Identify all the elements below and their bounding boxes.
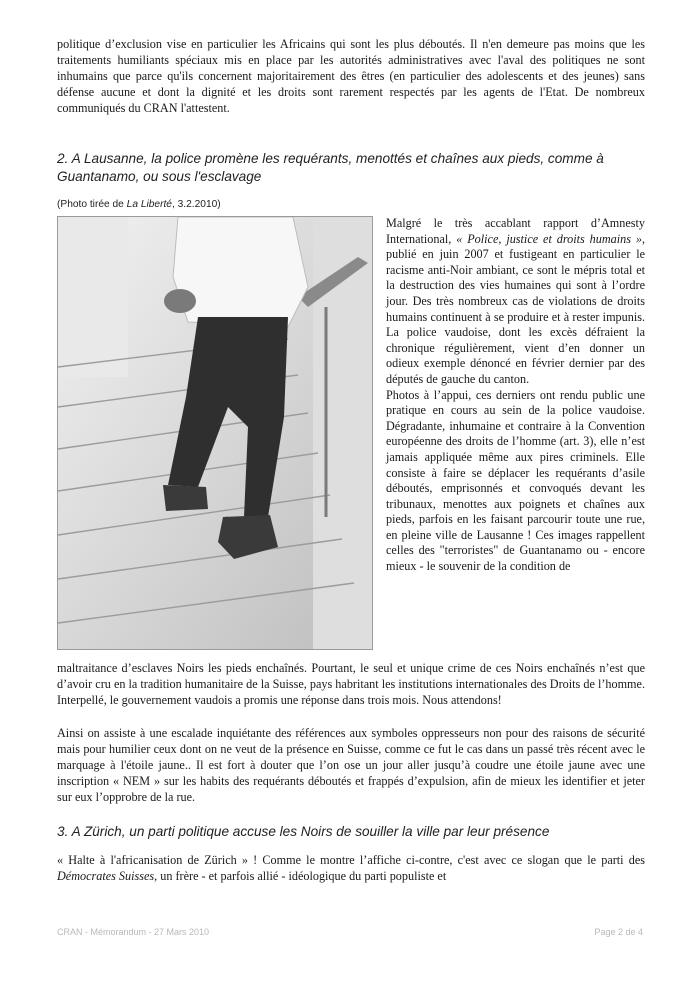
caption-source: La Liberté	[126, 199, 172, 210]
section-2-paragraph-2-continued: maltraitance d’esclaves Noirs les pieds enchaînés. Pourtant, le seul et unique crime de ces Noirs enchaînés n’est que d’avoir cru en la tradition humanitaire de la Suisse, pays habritant les institutions internationales des Droits de l’homme. Interpellé, le gouvernement vaudois a promis une réponse dans trois mois. Nous attendons!	[57, 661, 645, 708]
photo-chained-person-on-stairs	[57, 216, 373, 650]
report-title: « Police, justice et droits humains »	[456, 231, 642, 246]
section-2-paragraph-1	[386, 216, 645, 388]
caption-suffix: , 3.2.2010)	[171, 199, 221, 210]
wrapped-text-column	[386, 216, 645, 575]
section-3-heading: 3. A Zürich, un parti politique accuse les Noirs de souiller la ville par leur présence	[57, 824, 550, 839]
photo-illustration	[58, 217, 373, 650]
section-2-paragraph-3: Ainsi on assiste à une escalade inquiétante des références aux symboles oppresseurs non pour des raisons de sécurité mais pour humilier ceux dont on ne veut de la présence en Suisse, comme ce fut le cas dans un passé très récent avec le marquage à l'étoile jaune.. Il est fort à douter que l’on ose un jour aller jusqu’à coudre une étoile jaune avec une inscription « NEM » sur les habits des requérants déboutés et frappés d’expulsion, afin de mieux les identifier et jeter sur eux l’opprobre de la rue.	[57, 726, 645, 805]
p1-text-b: , publié en juin 2007 et fustigeant en particulier le racisme anti-Noir ambiant, ce sont le mépris total et la destruction des vies humaines qui sont à l’ordre jour. Des très nombreux cas de violations de droits humains continuent à se produire et à rester impunis. La police vaudoise, dont les excès défraient la chronique régulièrement, vient d’en donner un odieux exemple dénoncé en février dernier par des députés de gauche du canton.	[386, 231, 646, 386]
section-2-paragraph-2: Photos à l’appui, ces derniers ont rendu public une pratique en cours au sein de la police vaudoise. Dégradante, inhumaine et contraire à la Convention européenne des droits de l’homme (art. 3), elle n’est jamais appliquée même aux pires criminels. Elle consiste à faire se déplacer les requérants d’asile déboutés, emprisonnés et convoqués devant les tribunaux, menottes aux poignets et chaînes aux pieds, parfois en les faisant parcourir toute une rue, en pleine ville de Lausanne ! Ces images rappellent celles des "terroristes" de Guantanamo ou - encore mieux - le souvenir de la condition de	[386, 387, 645, 574]
s3-text-a: « Halte à l'africanisation de Zürich » ! Comme le montre l’affiche ci-contre, c'est avec ce slogan que le parti des	[57, 853, 645, 867]
footer-page-number: Page 2 de 4	[594, 927, 643, 937]
footer-left: CRAN - Mémorandum - 27 Mars 2010	[57, 927, 210, 937]
intro-paragraph: politique d’exclusion vise en particulier les Africains qui sont les plus déboutés. Il n'en demeure pas moins que les traitements humiliants spéciaux mis en place par les autorités administratives avec l'aval des politiques ne sont inhumains que parce qu'ils concernent majoritairement des êtres (en particulier des adolescents et des jeunes) sans défense aucune et dont la dignité et les droits sont rarement respectés par les agents de l'Etat. De nombreux communiqués du CRAN l'attestent.	[57, 37, 645, 116]
section-2-heading: 2. A Lausanne, la police promène les requérants, menottés et chaînes aux pieds, comme à Guantanamo, ou sous l'esclavage	[57, 151, 604, 184]
section-3-paragraph-1	[57, 852, 645, 884]
caption-prefix: (Photo tirée de	[57, 199, 127, 210]
p1-text-a: Malgré le très accablant rapport d’Amnesty International,	[386, 216, 645, 246]
party-name: Démocrates Suisses	[57, 869, 155, 884]
s3-text-b: , un frère - et parfois allié - idéologique du parti populiste et	[154, 869, 447, 884]
photo-caption	[57, 199, 221, 210]
